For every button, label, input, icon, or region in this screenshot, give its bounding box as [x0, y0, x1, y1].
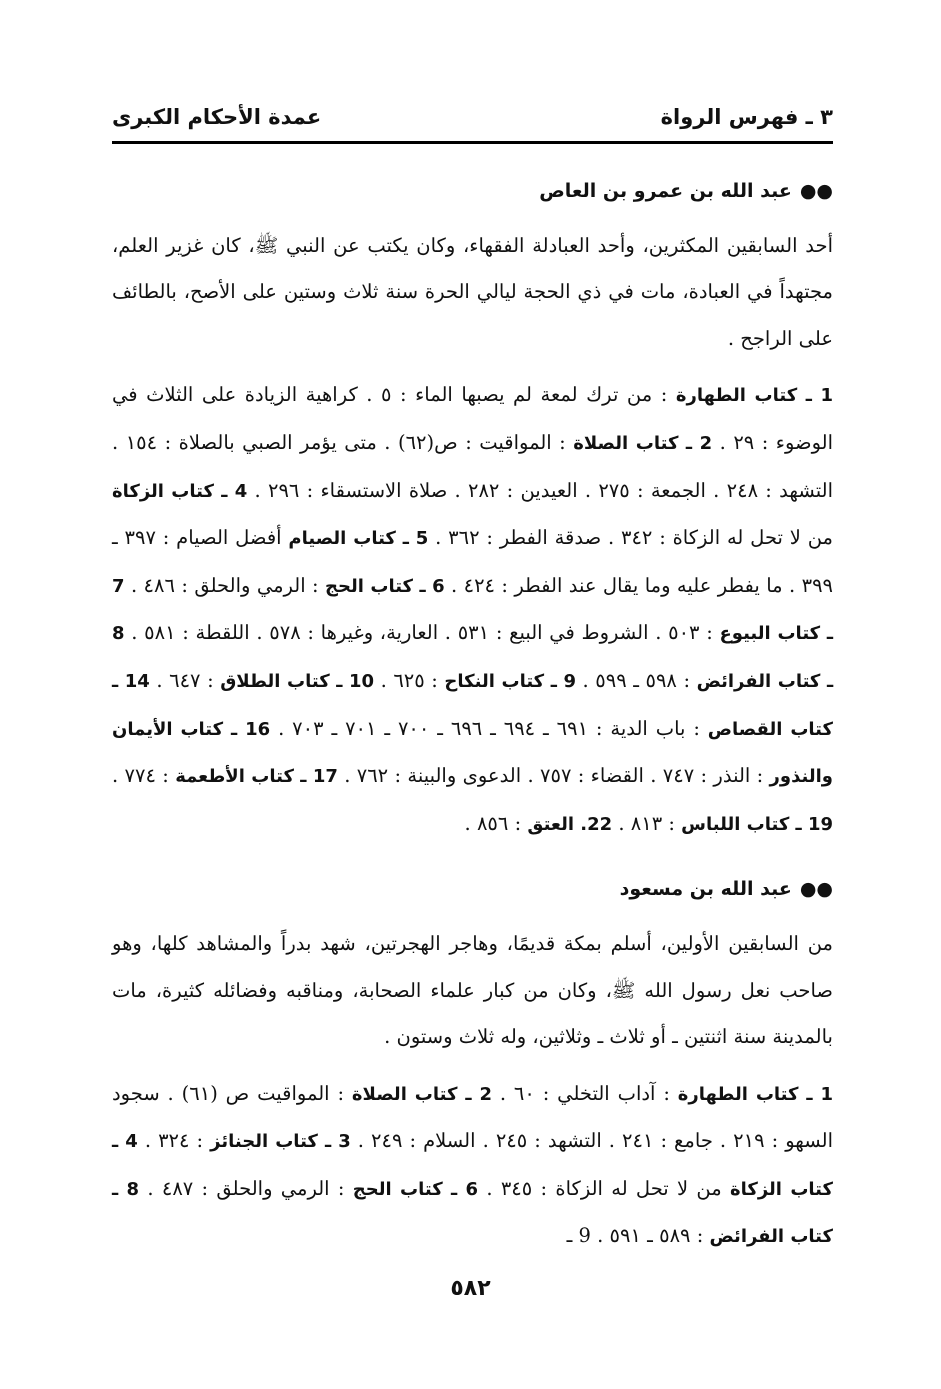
ref-text: : من ترك لمعة لم يصبها الماء : ٥ . كراهية الزيادة على الثلاث في الوضوء : ٢٩ . [112, 383, 834, 454]
book-title: كتاب الصيام [288, 528, 396, 550]
book-title: كتاب الفرائض [709, 1226, 833, 1248]
ref-text: : ٥٠٣ . الشروط في البيع : ٥٣١ . العارية، وغيرها : ٥٧٨ . اللقطة : ٥٨١ . [131, 621, 713, 645]
book-title: كتاب الزكاة [730, 1178, 833, 1200]
ref-number: 8 ـ [112, 623, 834, 692]
ref-number: 22. [580, 813, 613, 835]
book-title: كتاب اللباس [681, 813, 790, 835]
ref-text: : ٦٢٥ . [380, 668, 438, 692]
bullet-icon: ●● [799, 180, 833, 202]
ref-text: : ٦٤٧ . [156, 668, 214, 692]
ref-text: : آداب التخلي : ٦٠ . [499, 1081, 670, 1105]
narrator-heading [112, 866, 833, 913]
book-title: كتاب الأطعمة [175, 766, 294, 788]
narrator-bio: أحد السابقين المكثرين، وأحد العبادلة الفقهاء، وكان يكتب عن النبي ﷺ، كان غزير العلم، مجتهداً في العبادة، مات في ذي الحجة ليالي الحرة سنة ثلاث وستين على الأصح، بالطائف على الراجح . [112, 233, 833, 350]
book-title: كتاب القصاص [707, 718, 833, 740]
ref-text: : الرمي والحلق : ٤٨٦ . [130, 573, 319, 597]
ref-text: : النذر : ٧٤٧ . القضاء : ٧٥٧ . الدعوى والبينة : ٧٦٢ . [344, 764, 764, 788]
narrator-heading [112, 168, 833, 215]
ref-text: : الرمي والحلق : ٤٨٧ . [147, 1176, 345, 1200]
page-number: ٥٨٢ [450, 1276, 491, 1301]
book-title: كتاب الصلاة [573, 432, 679, 454]
ref-text: : ٨٥٦ . [464, 811, 522, 835]
book-title: كتاب الزكاة [112, 480, 214, 502]
ref-number: 6 ـ [419, 575, 445, 597]
ref-number: 14 ـ [112, 670, 150, 692]
book-title: العتق [527, 813, 575, 835]
ref-text: من لا تحل له الزكاة : ٣٤٥ . [486, 1176, 722, 1200]
ref-number: 4 ـ [112, 1131, 138, 1153]
book-title: كتاب الفرائض [696, 670, 821, 692]
book-title: كتاب الجنائز [210, 1131, 318, 1153]
ref-number: 4 ـ [221, 480, 248, 502]
ref-number: 6 ـ [450, 1178, 479, 1200]
ref-text: : ٨١٣ . [618, 811, 675, 835]
book-title: كتاب الطهارة [675, 385, 798, 407]
ref-number: 8 ـ [112, 1178, 140, 1200]
book-title: كتاب البيوع [719, 623, 821, 645]
narrator-references [112, 372, 833, 848]
ref-text: : ٥٨٩ ـ ٥٩١ . 9 ـ [566, 1224, 704, 1248]
ref-number: 1 ـ [806, 1083, 833, 1105]
ref-text: : المواقيت : ص(٦٢) . متى يؤمر الصبي بالصلاة : ١٥٤ . التشهد : ٢٤٨ . الجمعة : ٢٧٥ . العيدين : ٢٨٢ . صلاة الاستسقاء : ٢٩٦ . [112, 430, 833, 502]
ref-number: 17 ـ [300, 766, 338, 788]
book-title: كتاب الطهارة [677, 1083, 799, 1105]
narrator-name: عبد الله بن عمرو بن العاص [539, 180, 792, 202]
narrator-name: عبد الله بن مسعود [619, 878, 792, 901]
running-header [112, 94, 833, 140]
ref-number: 16 ـ [231, 718, 271, 740]
ref-number: 2 ـ [465, 1083, 492, 1105]
book-title: كتاب الحج [325, 575, 414, 597]
ref-number: 1 ـ [805, 385, 833, 407]
ref-number: 19 ـ [795, 813, 833, 835]
header-book-title: عمدة الأحكام الكبرى [112, 105, 322, 129]
ref-number: 3 ـ [324, 1131, 351, 1153]
ref-number: 10 ـ [336, 670, 375, 692]
ref-text: : ٧٧٤ . [112, 764, 169, 788]
header-chapter-title: ٣ ـ فهرس الرواة [660, 105, 833, 129]
ref-text: أفضل الصيام : ٣٩٧ ـ ٣٩٩ . ما يفطر عليه وما يقال عند الفطر : ٤٢٤ . [112, 526, 834, 597]
book-title: كتاب الصلاة [351, 1083, 458, 1105]
book-title: كتاب الأيمان والنذور [112, 718, 833, 788]
ref-number: 7 ـ [112, 575, 833, 645]
ref-number: 2 ـ [685, 432, 713, 454]
narrator-references [112, 1071, 833, 1261]
narrators-index [112, 168, 833, 1279]
ref-text: : المواقيت ص (٦١) . سجود السهو : ٢١٩ . جامع : ٢٤١ . التشهد : ٢٤٥ . السلام : ٢٤٩ . [112, 1081, 834, 1153]
ref-text: من لا تحل له الزكاة : ٣٤٢ . صدقة الفطر : ٣٦٢ . [435, 526, 833, 550]
bullet-icon: ●● [799, 878, 833, 901]
ref-number: 9 ـ [550, 670, 576, 692]
book-title: كتاب النكاح [444, 670, 545, 692]
narrator-bio: من السابقين الأولين، أسلم بمكة قديمًا، وهاجر الهجرتين، شهد بدراً والمشاهد كلها، وهو صاحب نعل رسول الله ﷺ، وكان من كبار علماء الصحابة، ومناقبه وفضائله كثيرة، مات بالمدينة سنة اثنتين ـ أو ثلاث ـ وثلاثين، وله ثلاث وستون . [112, 931, 833, 1049]
ref-text: : ٣٢٤ . [144, 1129, 204, 1153]
ref-text: : ٥٩٨ ـ ٥٩٩ . [582, 668, 691, 692]
book-title: كتاب الحج [352, 1178, 443, 1200]
book-title: كتاب الطلاق [220, 670, 330, 692]
header-rule [112, 141, 833, 144]
ref-number: 5 ـ [402, 528, 429, 550]
ref-text: : باب الدية : ٦٩١ ـ ٦٩٤ ـ ٦٩٦ ـ ٧٠٠ ـ ٧٠١ ـ ٧٠٣ . [278, 716, 700, 740]
